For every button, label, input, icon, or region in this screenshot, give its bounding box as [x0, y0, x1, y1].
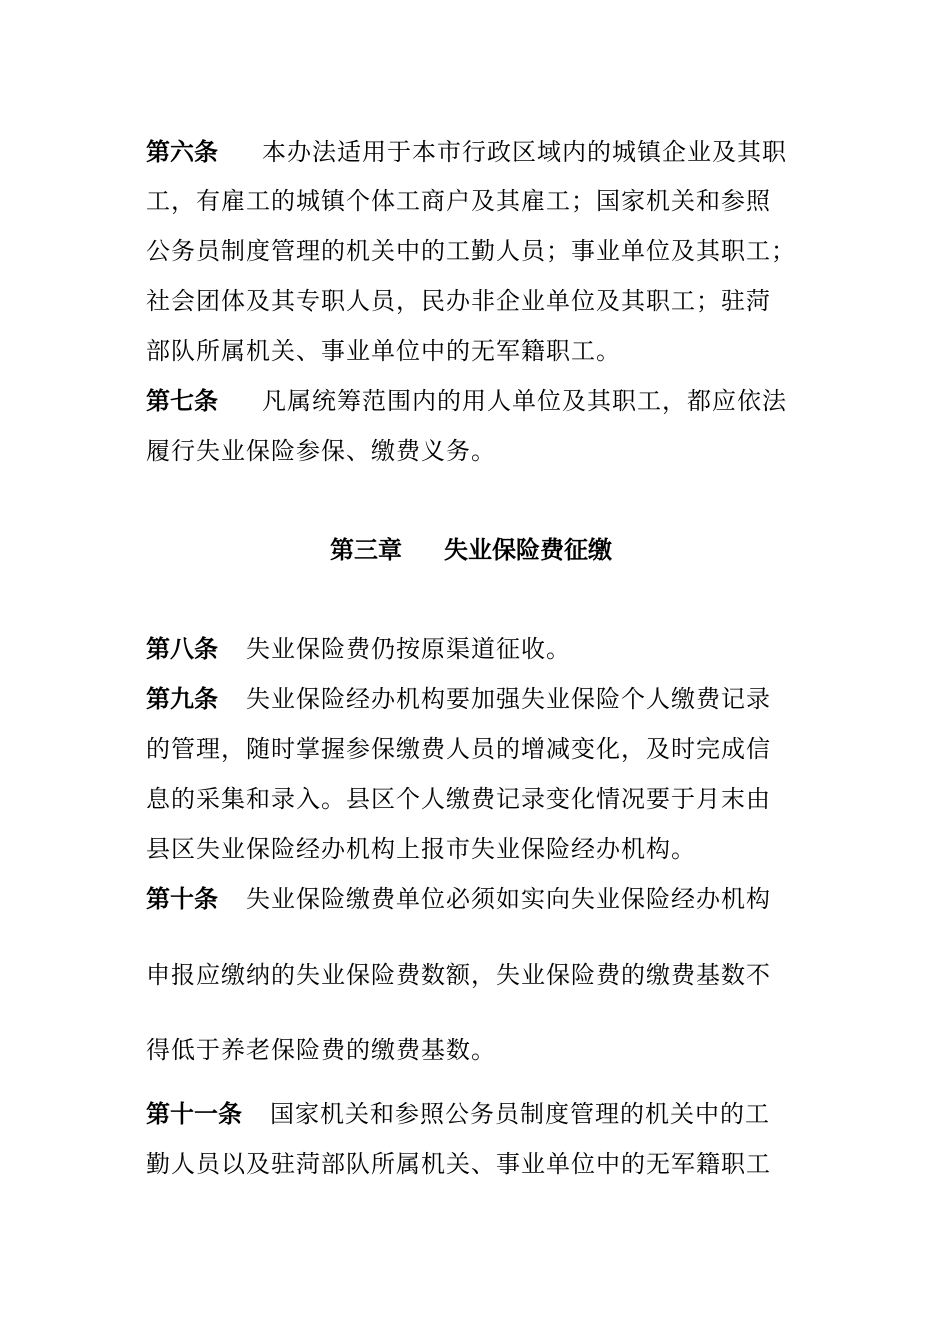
article-11-text: 国家机关和参照公务员制度管理的机关中的工 — [270, 1100, 770, 1128]
article-8-label: 第八条 — [146, 634, 218, 663]
article-11-line-2: 勤人员以及驻菏部队所属机关、事业单位中的无军籍职工 — [146, 1150, 771, 1178]
article-9-line-2: 的管理，随时掌握参保缴费人员的增减变化，及时完成信 — [146, 735, 771, 763]
article-11-line-1 — [146, 1099, 770, 1129]
article-7-line-2: 履行失业保险参保、缴费义务。 — [146, 437, 496, 465]
article-9-line-4: 县区失业保险经办机构上报市失业保险经办机构。 — [146, 835, 696, 863]
article-9-line-3: 息的采集和录入。县区个人缴费记录变化情况要于月末由 — [146, 785, 771, 813]
article-6-line-2: 工，有雇工的城镇个体工商户及其雇工；国家机关和参照 — [146, 187, 771, 215]
article-6-line-5: 部队所属机关、事业单位中的无军籍职工。 — [146, 337, 621, 365]
article-8-line-1 — [146, 634, 571, 664]
article-6-text: 本办法适用于本市行政区域内的城镇企业及其职 — [262, 138, 787, 166]
article-6-line-1 — [146, 137, 787, 167]
article-9-label: 第九条 — [146, 684, 218, 713]
article-10-line-3: 得低于养老保险费的缴费基数。 — [146, 1036, 496, 1064]
article-8-text: 失业保险费仍按原渠道征收。 — [246, 635, 571, 663]
article-11-label: 第十一条 — [146, 1099, 242, 1128]
chapter-heading — [330, 535, 612, 565]
article-10-label: 第十条 — [146, 884, 218, 913]
chapter-number: 第三章 — [330, 535, 402, 564]
article-6-line-4: 社会团体及其专职人员，民办非企业单位及其职工；驻菏 — [146, 287, 771, 315]
article-10-line-1 — [146, 884, 771, 914]
article-10-line-2: 申报应缴纳的失业保险费数额，失业保险费的缴费基数不 — [146, 961, 771, 989]
article-7-label: 第七条 — [146, 386, 218, 415]
article-10-text: 失业保险缴费单位必须如实向失业保险经办机构 — [246, 885, 771, 913]
article-7-line-1 — [146, 386, 787, 416]
chapter-title: 失业保险费征缴 — [444, 535, 612, 564]
article-6-label: 第六条 — [146, 137, 218, 166]
article-7-text: 凡属统筹范围内的用人单位及其职工，都应依法 — [262, 387, 787, 415]
article-9-text: 失业保险经办机构要加强失业保险个人缴费记录 — [246, 685, 771, 713]
article-9-line-1 — [146, 684, 771, 714]
article-6-line-3: 公务员制度管理的机关中的工勤人员；事业单位及其职工； — [146, 237, 796, 265]
